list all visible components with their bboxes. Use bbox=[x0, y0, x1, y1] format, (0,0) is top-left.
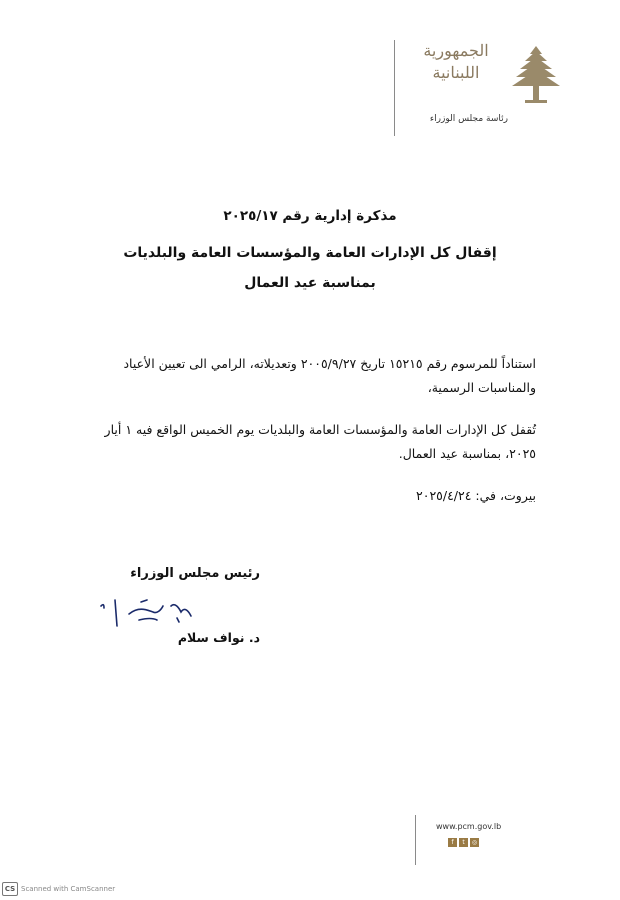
memo-subject-line-2: بمناسبة عيد العمال bbox=[244, 275, 376, 291]
emblem-line-2: اللبنانية bbox=[432, 63, 480, 82]
cedar-icon bbox=[510, 44, 562, 106]
header-divider bbox=[394, 40, 395, 136]
letterhead bbox=[394, 38, 564, 138]
republic-emblem bbox=[408, 40, 504, 84]
handwritten-signature bbox=[95, 592, 245, 632]
emblem-line-1: الجمهورية bbox=[423, 41, 489, 60]
twitter-icon[interactable]: t bbox=[459, 838, 468, 847]
social-icons bbox=[448, 838, 479, 847]
memo-subject-line-1: إقفال كل الإدارات العامة والمؤسسات العامة والبلديات bbox=[123, 245, 497, 261]
place-and-date: بيروت، في: ٢٠٢٥/٤/٢٤ bbox=[416, 488, 536, 503]
camscanner-logo: CS bbox=[2, 882, 18, 896]
instagram-icon[interactable]: ◎ bbox=[471, 839, 478, 846]
office-name: رئاسة مجلس الوزراء bbox=[429, 114, 508, 124]
website-link[interactable]: www.pcm.gov.lb bbox=[436, 822, 502, 831]
footer-divider bbox=[415, 815, 416, 865]
memo-number: مذكرة إدارية رقم ٢٠٢٥/١٧ bbox=[223, 208, 397, 224]
paragraph-closure-notice: تُقفل كل الإدارات العامة والمؤسسات العامة والبلديات يوم الخميس الواقع فيه ١ أيار ٢٠٢٥، بمناسبة عيد العمال. bbox=[104, 422, 536, 461]
camscanner-text: Scanned with CamScanner bbox=[21, 885, 116, 893]
facebook-icon[interactable]: f bbox=[448, 838, 457, 847]
signer-name: د. نواف سلام bbox=[177, 630, 260, 645]
signer-title: رئيس مجلس الوزراء bbox=[130, 566, 260, 581]
paragraph-decree-reference: استناداً للمرسوم رقم ١٥٢١٥ تاريخ ٢٠٠٥/٩/٢٧ وتعديلاته، الرامي الى تعيين الأعياد والمناسبات الرسمية، bbox=[123, 356, 536, 395]
scanner-watermark bbox=[2, 882, 115, 896]
